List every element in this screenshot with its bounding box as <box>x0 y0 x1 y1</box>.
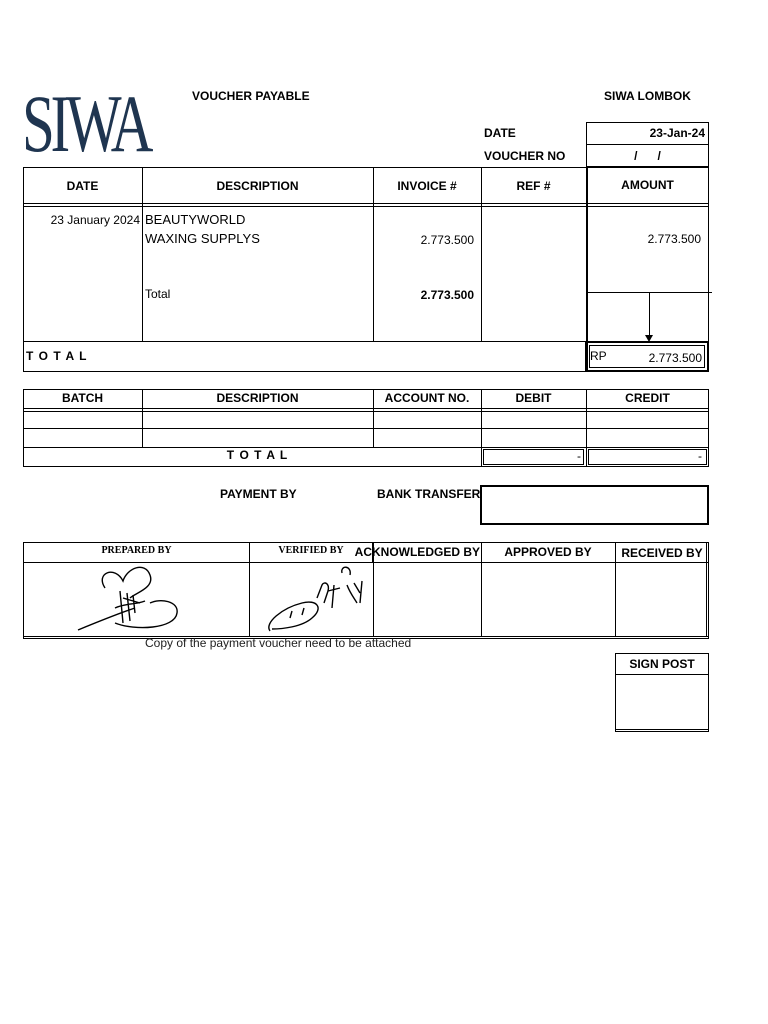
prepared-by-header: PREPARED BY <box>101 545 172 556</box>
date-value: 23-Jan-24 <box>649 126 705 140</box>
verified-by-signature-icon <box>262 563 372 635</box>
row-description-line2: WAXING SUPPLYS <box>145 231 260 246</box>
col-invoice-header: INVOICE # <box>397 179 457 193</box>
debit-total: - <box>577 449 581 463</box>
sign-post-label: SIGN POST <box>629 657 695 671</box>
payment-by-label: PAYMENT BY <box>220 487 297 501</box>
row-date: 23 January 2024 <box>50 213 140 227</box>
prepared-by-signature-icon <box>75 563 185 635</box>
col-account-no-header: ACCOUNT NO. <box>384 391 470 405</box>
credit-total: - <box>698 449 702 463</box>
date-label: DATE <box>484 126 516 140</box>
col-ref-header: REF # <box>516 179 551 193</box>
payment-method: BANK TRANSFER <box>377 487 481 501</box>
company-logo: SIWA <box>22 78 150 169</box>
currency-label: RP <box>590 349 607 363</box>
voucher-no-value: / / <box>634 149 661 163</box>
col-batch-header: BATCH <box>61 391 104 405</box>
col-credit-header: CREDIT <box>625 391 670 405</box>
account-total-label: T O T A L <box>226 448 289 462</box>
payment-box <box>480 485 709 525</box>
arrow-line <box>588 292 712 293</box>
row-description-line1: BEAUTYWORLD <box>145 212 246 227</box>
attachment-note: Copy of the payment voucher need to be attached <box>145 636 412 650</box>
col-debit-header: DEBIT <box>515 391 552 405</box>
voucher-no-label: VOUCHER NO <box>484 149 566 163</box>
arrow-shaft <box>649 292 650 336</box>
row-invoice: 2.773.500 <box>420 233 474 247</box>
main-total-label: T O T A L <box>26 349 88 363</box>
received-by-header: RECEIVED BY <box>621 546 703 560</box>
col-amount-header: AMOUNT <box>621 178 674 192</box>
col-description-header: DESCRIPTION <box>216 179 299 193</box>
acknowledged-by-header: ACKNOWLEDGED BY <box>354 545 480 559</box>
verified-by-header: VERIFIED BY <box>278 545 344 556</box>
row-total-label: Total <box>145 287 171 301</box>
company-name: SIWA LOMBOK <box>604 89 691 103</box>
document-title: VOUCHER PAYABLE <box>192 89 310 103</box>
approved-by-header: APPROVED BY <box>504 545 592 559</box>
col-acct-description-header: DESCRIPTION <box>216 391 299 405</box>
row-total-value: 2.773.500 <box>420 288 474 302</box>
row-amount: 2.773.500 <box>647 232 701 246</box>
grand-total-value: 2.773.500 <box>648 351 702 365</box>
col-date-header: DATE <box>66 179 99 193</box>
